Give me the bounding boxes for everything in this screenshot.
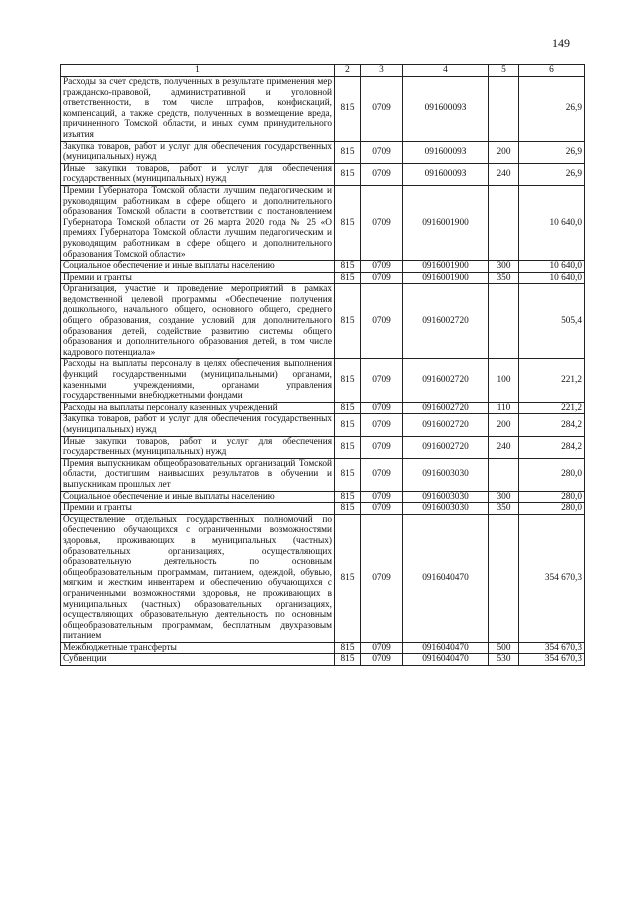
- row-expense-type: [489, 458, 519, 491]
- row-department-code: 815: [335, 77, 361, 142]
- header-row: [61, 65, 585, 77]
- row-department-code: 815: [335, 458, 361, 491]
- row-amount: 280,0: [519, 503, 585, 515]
- row-expense-type: 530: [489, 654, 519, 666]
- row-amount: 284,2: [519, 414, 585, 436]
- row-section-code: 0709: [361, 514, 403, 642]
- table-row: [61, 414, 585, 436]
- row-expense-type: [489, 284, 519, 359]
- row-department-code: 815: [335, 414, 361, 436]
- row-expense-type: 500: [489, 642, 519, 654]
- row-amount: 280,0: [519, 491, 585, 503]
- row-target-article: 0916002720: [403, 414, 489, 436]
- row-section-code: 0709: [361, 402, 403, 414]
- row-target-article: 0916002720: [403, 402, 489, 414]
- row-description: Межбюджетные трансферты: [61, 642, 335, 654]
- table-row: [61, 359, 585, 402]
- row-expense-type: 200: [489, 414, 519, 436]
- row-target-article: 0916002720: [403, 284, 489, 359]
- row-description: Субвенции: [61, 654, 335, 666]
- row-target-article: 0916002720: [403, 436, 489, 458]
- table-row: [61, 458, 585, 491]
- row-expense-type: 300: [489, 261, 519, 273]
- table-row: [61, 503, 585, 515]
- row-department-code: 815: [335, 284, 361, 359]
- table-row: [61, 514, 585, 642]
- row-section-code: 0709: [361, 141, 403, 163]
- row-section-code: 0709: [361, 458, 403, 491]
- row-description: Социальное обеспечение и иные выплаты населению: [61, 261, 335, 273]
- table-row: [61, 284, 585, 359]
- row-description: Премия выпускникам общеобразовательных организаций Томской области, достигшим наивысших результатов в обучении и выпускникам прошлых лет: [61, 458, 335, 491]
- row-amount: 26,9: [519, 163, 585, 185]
- row-description: Расходы за счет средств, полученных в результате применения мер гражданско-правовой, административной и уголовной ответственности, в том числе штрафов, конфискаций, компенсаций, а также средств, полученных в возмещение вреда, причиненного Томской области, и иных сумм принудительного изъятия: [61, 77, 335, 142]
- row-department-code: 815: [335, 514, 361, 642]
- row-expense-type: [489, 514, 519, 642]
- budget-table: [60, 64, 585, 666]
- row-target-article: 0916040470: [403, 514, 489, 642]
- row-department-code: 815: [335, 163, 361, 185]
- header-cell: 6: [519, 65, 585, 77]
- row-section-code: 0709: [361, 503, 403, 515]
- row-section-code: 0709: [361, 654, 403, 666]
- row-amount: 280,0: [519, 458, 585, 491]
- row-expense-type: [489, 77, 519, 142]
- row-section-code: 0709: [361, 163, 403, 185]
- row-description: Закупка товаров, работ и услуг для обеспечения государственных (муниципальных) нужд: [61, 141, 335, 163]
- row-amount: 26,9: [519, 141, 585, 163]
- row-amount: 26,9: [519, 77, 585, 142]
- row-department-code: 815: [335, 272, 361, 284]
- row-expense-type: 200: [489, 141, 519, 163]
- table-row: [61, 77, 585, 142]
- row-section-code: 0709: [361, 359, 403, 402]
- row-department-code: 815: [335, 642, 361, 654]
- header-cell: 4: [403, 65, 489, 77]
- row-expense-type: 240: [489, 163, 519, 185]
- row-expense-type: 110: [489, 402, 519, 414]
- row-target-article: 0916040470: [403, 654, 489, 666]
- table-row: [61, 491, 585, 503]
- row-section-code: 0709: [361, 272, 403, 284]
- row-department-code: 815: [335, 141, 361, 163]
- table-row: [61, 402, 585, 414]
- row-target-article: 0916002720: [403, 359, 489, 402]
- row-department-code: 815: [335, 491, 361, 503]
- row-target-article: 0916001900: [403, 185, 489, 260]
- row-description: Расходы на выплаты персоналу в целях обеспечения выполнения функций государственными (муниципальными) органами, казенными учреждениями, органами управления государственными внебюджетными фондами: [61, 359, 335, 402]
- table-row: [61, 436, 585, 458]
- table-row: [61, 185, 585, 260]
- row-department-code: 815: [335, 436, 361, 458]
- row-amount: 505,4: [519, 284, 585, 359]
- row-amount: 10 640,0: [519, 272, 585, 284]
- row-expense-type: 300: [489, 491, 519, 503]
- row-section-code: 0709: [361, 185, 403, 260]
- row-section-code: 0709: [361, 414, 403, 436]
- table-row: [61, 163, 585, 185]
- header-cell: 1: [61, 65, 335, 77]
- row-description: Социальное обеспечение и иные выплаты населению: [61, 491, 335, 503]
- table-row: [61, 654, 585, 666]
- row-expense-type: 240: [489, 436, 519, 458]
- row-amount: 221,2: [519, 402, 585, 414]
- row-amount: 221,2: [519, 359, 585, 402]
- table-row: [61, 261, 585, 273]
- row-target-article: 0916003030: [403, 503, 489, 515]
- row-department-code: 815: [335, 261, 361, 273]
- page-number: 149: [552, 36, 570, 50]
- row-target-article: 0916001900: [403, 272, 489, 284]
- row-department-code: 815: [335, 503, 361, 515]
- row-description: Иные закупки товаров, работ и услуг для обеспечения государственных (муниципальных) нужд: [61, 163, 335, 185]
- row-target-article: 09160009З: [403, 141, 489, 163]
- row-description: Премии Губернатора Томской области лучшим педагогическим и руководящим работникам в сфере общего и дополнительного образования Томской области в соответствии с постановлением Губернатора Томской области от 26 марта 2020 года № 25 «О премиях Губернатора Томской области лучшим педагогическим и руководящим работникам в сфере общего и дополнительного образования Томской области»: [61, 185, 335, 260]
- header-cell: 5: [489, 65, 519, 77]
- row-department-code: 815: [335, 185, 361, 260]
- row-section-code: 0709: [361, 436, 403, 458]
- row-target-article: 0916003030: [403, 491, 489, 503]
- row-expense-type: 350: [489, 503, 519, 515]
- row-target-article: 09160009З: [403, 77, 489, 142]
- row-expense-type: 350: [489, 272, 519, 284]
- row-amount: 284,2: [519, 436, 585, 458]
- row-description: Премии и гранты: [61, 272, 335, 284]
- row-amount: 354 670,3: [519, 642, 585, 654]
- row-amount: 354 670,3: [519, 654, 585, 666]
- row-target-article: 0916040470: [403, 642, 489, 654]
- row-section-code: 0709: [361, 77, 403, 142]
- table-row: [61, 642, 585, 654]
- row-description: Расходы на выплаты персоналу казенных учреждений: [61, 402, 335, 414]
- row-department-code: 815: [335, 654, 361, 666]
- row-section-code: 0709: [361, 491, 403, 503]
- row-section-code: 0709: [361, 642, 403, 654]
- row-description: Организация, участие и проведение мероприятий в рамках ведомственной целевой программы «Обеспечение получения дошкольного, начального общего, основного общего, среднего общего образования, создание условий для дополнительного образования детей, содействие развитию системы общего образования и дополнительного образования детей, в том числе кадрового потенциала»: [61, 284, 335, 359]
- table-row: [61, 141, 585, 163]
- row-expense-type: [489, 185, 519, 260]
- row-description: Иные закупки товаров, работ и услуг для обеспечения государственных (муниципальных) нужд: [61, 436, 335, 458]
- row-expense-type: 100: [489, 359, 519, 402]
- row-amount: 354 670,3: [519, 514, 585, 642]
- row-section-code: 0709: [361, 284, 403, 359]
- table-row: [61, 272, 585, 284]
- header-cell: 2: [335, 65, 361, 77]
- row-section-code: 0709: [361, 261, 403, 273]
- header-cell: 3: [361, 65, 403, 77]
- row-description: Премии и гранты: [61, 503, 335, 515]
- row-target-article: 0916001900: [403, 261, 489, 273]
- row-amount: 10 640,0: [519, 185, 585, 260]
- row-department-code: 815: [335, 402, 361, 414]
- row-target-article: 0916003030: [403, 458, 489, 491]
- row-target-article: 09160009З: [403, 163, 489, 185]
- row-description: Осуществление отдельных государственных полномочий по обеспечению обучающихся с ограниченными возможностями здоровья, проживающих в муниципальных (частных) образовательных организациях, осуществляющих образовательную деятельность по основным общеобразовательным программам, питанием, одеждой, обувью, мягким и жестким инвентарем и обеспечению обучающихся с ограниченными возможностями здоровья, не проживающих в муниципальных (частных) образовательных организациях, осуществляющих образовательную деятельность по основным общеобразовательным программам, бесплатным двухразовым питанием: [61, 514, 335, 642]
- row-description: Закупка товаров, работ и услуг для обеспечения государственных (муниципальных) нужд: [61, 414, 335, 436]
- row-department-code: 815: [335, 359, 361, 402]
- row-amount: 10 640,0: [519, 261, 585, 273]
